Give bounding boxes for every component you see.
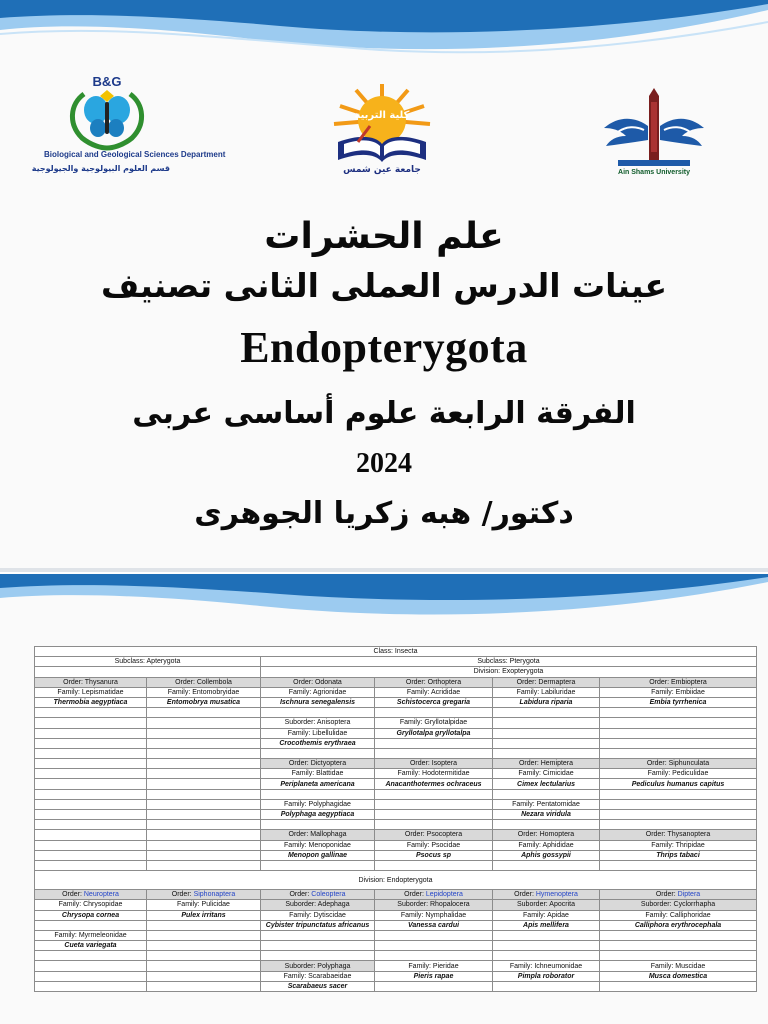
species-cell: Embia tyrrhenica (600, 697, 757, 707)
species-cell: Musca domestica (600, 971, 757, 981)
table-cell (261, 789, 375, 799)
order-cell: Order: Psocoptera (375, 830, 493, 840)
order-cell: Order: Odonata (261, 677, 375, 687)
table-row (35, 930, 757, 940)
table-row (35, 789, 757, 799)
table-cell (375, 981, 493, 991)
table-cell (147, 951, 261, 961)
table-row (35, 910, 757, 920)
order-prefix: Order: (171, 891, 194, 899)
table-cell (261, 941, 375, 951)
division-exopterygota: Division: Exopterygota (261, 667, 757, 677)
table-cell (261, 820, 375, 830)
species-cell: Periplaneta americana (261, 779, 375, 789)
family-cell: Family: Lepismatidae (35, 687, 147, 697)
order-cell-diptera (600, 890, 757, 900)
species-cell: Schistocerca gregaria (375, 697, 493, 707)
university-label: Ain Shams University (618, 169, 690, 176)
table-cell (147, 860, 261, 870)
table-cell (147, 971, 261, 981)
table-row (35, 677, 757, 687)
instructor-name: دكتور/ هبه زكريا الجوهرى (194, 496, 574, 531)
table-cell (493, 748, 600, 758)
bg-department-caption-ar: قسم العلوم البيولوجية والجيولوجية (31, 164, 170, 173)
family-cell: Family: Muscidae (600, 961, 757, 971)
order-cell-coleoptera (261, 890, 375, 900)
suborder-cell: Suborder: Rhopalocera (375, 900, 493, 910)
table-cell (35, 850, 147, 860)
species-cell: Calliphora erythrocephala (600, 920, 757, 930)
order-cell: Order: Collembola (147, 677, 261, 687)
table-cell (35, 738, 147, 748)
sun-open-book-logo-icon (330, 80, 434, 166)
table-cell (600, 789, 757, 799)
family-cell: Family: Scarabaeidae (261, 971, 375, 981)
table-cell (147, 748, 261, 758)
table-row (35, 728, 757, 738)
species-cell: Psocus sp (375, 850, 493, 860)
species-cell: Aphis gossypii (493, 850, 600, 860)
table-cell (35, 799, 147, 809)
table-cell (375, 941, 493, 951)
family-cell: Family: Calliphoridae (600, 910, 757, 920)
table-row (35, 971, 757, 981)
order-prefix: Order: (289, 891, 312, 899)
faculty-banner: كلية التربية (354, 110, 410, 121)
table-cell (375, 810, 493, 820)
table-cell (493, 981, 600, 991)
table-cell (600, 860, 757, 870)
species-cell: Cueta variegata (35, 941, 147, 951)
table-cell (147, 810, 261, 820)
table-row (35, 769, 757, 779)
subclass-pterygota: Subclass: Pterygota (261, 657, 757, 667)
table-cell (600, 820, 757, 830)
table-cell (35, 971, 147, 981)
table-cell (375, 799, 493, 809)
order-name: Lepidoptera (425, 891, 463, 899)
table-cell (600, 951, 757, 961)
family-cell: Family: Libellulidae (261, 728, 375, 738)
table-cell (375, 708, 493, 718)
table-cell (147, 961, 261, 971)
species-cell: Thermobia aegyptiaca (35, 697, 147, 707)
table-row (35, 799, 757, 809)
table-cell (35, 748, 147, 758)
order-name: Diptera (677, 891, 701, 899)
table-row (35, 687, 757, 697)
butterfly-laurel-logo-icon (44, 72, 170, 152)
table-cell (35, 830, 147, 840)
order-cell-hymenoptera (493, 890, 600, 900)
table-cell (147, 708, 261, 718)
species-cell: Menopon gallinae (261, 850, 375, 860)
table-row (35, 657, 757, 667)
subclass-apterygota: Subclass: Apterygota (35, 657, 261, 667)
order-cell: Order: Siphunculata (600, 759, 757, 769)
species-cell: Ischnura senegalensis (261, 697, 375, 707)
division-endopterygota: Division: Endopterygota (35, 871, 757, 890)
table-cell (35, 951, 147, 961)
class-header: Class: Insecta (35, 647, 757, 657)
species-cell: Vanessa cardui (375, 920, 493, 930)
classification-table (34, 646, 757, 992)
table-cell (35, 810, 147, 820)
order-cell: Order: Orthoptera (375, 677, 493, 687)
table-cell (600, 728, 757, 738)
table-row (35, 920, 757, 930)
table-cell (35, 779, 147, 789)
table-cell (493, 789, 600, 799)
table-cell (261, 930, 375, 940)
table-cell (147, 718, 261, 728)
table-cell (147, 799, 261, 809)
table-row (35, 748, 757, 758)
family-cell: Family: Pediculidae (600, 769, 757, 779)
order-name: Coleoptera (311, 891, 346, 899)
year: 2024 (356, 448, 412, 479)
table-cell (35, 759, 147, 769)
suborder-cell: Suborder: Anisoptera (261, 718, 375, 728)
species-cell: Thrips tabaci (600, 850, 757, 860)
species-cell: Nezara viridula (493, 810, 600, 820)
table-cell (600, 718, 757, 728)
table-cell (35, 718, 147, 728)
family-cell: Family: Entomobryidae (147, 687, 261, 697)
table-cell (35, 789, 147, 799)
table-cell (261, 748, 375, 758)
table-cell (493, 951, 600, 961)
family-cell: Family: Thripidae (600, 840, 757, 850)
order-cell-neuroptera (35, 890, 147, 900)
family-cell: Family: Myrmeleonidae (35, 930, 147, 940)
table-row (35, 860, 757, 870)
family-cell: Family: Nymphalidae (375, 910, 493, 920)
suborder-cell: Suborder: Apocrita (493, 900, 600, 910)
table-cell (375, 930, 493, 940)
family-cell: Family: Blattidae (261, 769, 375, 779)
family-cell: Family: Psocidae (375, 840, 493, 850)
table-cell (147, 779, 261, 789)
table-cell (600, 799, 757, 809)
table-cell (600, 930, 757, 940)
table-cell (600, 748, 757, 758)
table-cell (147, 920, 261, 930)
order-cell: Order: Isoptera (375, 759, 493, 769)
table-row (35, 647, 757, 657)
bg-department-logo (31, 72, 226, 184)
species-cell: Pieris rapae (375, 971, 493, 981)
table-cell (375, 789, 493, 799)
family-cell: Family: Polyphagidae (261, 799, 375, 809)
species-cell: Gryllotalpa gryllotalpa (375, 728, 493, 738)
order-name: Hymenoptera (535, 891, 578, 899)
table-cell (147, 830, 261, 840)
order-cell-siphonaptera (147, 890, 261, 900)
table-cell (35, 820, 147, 830)
family-cell: Family: Pulicidae (147, 900, 261, 910)
table-row (35, 981, 757, 991)
order-prefix: Order: (404, 891, 426, 899)
order-cell: Order: Dictyoptera (261, 759, 375, 769)
order-cell: Order: Dermaptera (493, 677, 600, 687)
faculty-logo (330, 80, 434, 180)
species-cell: Entomobrya musatica (147, 697, 261, 707)
table-row (35, 718, 757, 728)
table-row (35, 830, 757, 840)
suborder-cell: Suborder: Polyphaga (261, 961, 375, 971)
table-cell (35, 860, 147, 870)
table-row (35, 941, 757, 951)
table-cell (35, 728, 147, 738)
table-cell (493, 930, 600, 940)
university-logo (598, 86, 710, 182)
table-cell (147, 759, 261, 769)
order-cell: Order: Mallophaga (261, 830, 375, 840)
table-cell (493, 820, 600, 830)
species-cell: Crocothemis erythraea (261, 738, 375, 748)
page-title-arabic: علم الحشرات (264, 216, 504, 257)
bg-department-caption-en: Biological and Geological Sciences Department (44, 150, 226, 159)
species-cell: Chrysopa cornea (35, 910, 147, 920)
table-row (35, 850, 757, 860)
order-cell: Order: Homoptera (493, 830, 600, 840)
table-row (35, 871, 757, 890)
table-row (35, 890, 757, 900)
family-cell: Family: Pieridae (375, 961, 493, 971)
table-cell (600, 981, 757, 991)
family-cell: Family: Pentatomidae (493, 799, 600, 809)
academic-level: الفرقة الرابعة علوم أساسى عربى (132, 396, 636, 431)
table-cell (600, 810, 757, 820)
table-cell (147, 930, 261, 940)
order-name: Neuroptera (83, 891, 119, 899)
table-cell (35, 769, 147, 779)
table-cell (35, 920, 147, 930)
species-cell: Pimpla roborator (493, 971, 600, 981)
suborder-cell: Suborder: Cyclorrhapha (600, 900, 757, 910)
table-row (35, 961, 757, 971)
family-cell: Family: Apidae (493, 910, 600, 920)
family-cell: Family: Labiluridae (493, 687, 600, 697)
table-row (35, 667, 757, 677)
species-cell: Pediculus humanus capitus (600, 779, 757, 789)
table-row (35, 820, 757, 830)
svg-text:B&G: B&G (92, 74, 122, 89)
table-cell (147, 728, 261, 738)
order-prefix: Order: (655, 891, 678, 899)
order-name: Siphonaptera (193, 891, 236, 899)
species-cell: Labidura riparia (493, 697, 600, 707)
table-row (35, 779, 757, 789)
table-cell (375, 748, 493, 758)
table-cell (375, 738, 493, 748)
table-cell (493, 728, 600, 738)
subtitle-arabic: عينات الدرس العملى الثانى تصنيف (100, 266, 668, 305)
table-cell (147, 850, 261, 860)
table-cell (147, 840, 261, 850)
table-row (35, 759, 757, 769)
family-cell: Family: Ichneumonidae (493, 961, 600, 971)
table-cell (261, 860, 375, 870)
order-cell: Order: Hemiptera (493, 759, 600, 769)
faculty-label: جامعة عين شمس (343, 165, 421, 175)
table-cell (375, 860, 493, 870)
table-cell (600, 941, 757, 951)
suborder-cell: Suborder: Adephaga (261, 900, 375, 910)
table-cell (493, 860, 600, 870)
order-cell: Order: Embioptera (600, 677, 757, 687)
species-cell: Scarabaeus sacer (261, 981, 375, 991)
top-wave-decoration-2 (0, 574, 768, 644)
family-cell: Family: Embiidae (600, 687, 757, 697)
species-cell: Polyphaga aegyptiaca (261, 810, 375, 820)
table-cell (493, 718, 600, 728)
table-cell (35, 840, 147, 850)
table-row (35, 900, 757, 910)
table-cell (147, 941, 261, 951)
table-cell (35, 708, 147, 718)
table-cell (147, 820, 261, 830)
table-cell (147, 769, 261, 779)
family-cell: Family: Acrididae (375, 687, 493, 697)
table-cell (375, 820, 493, 830)
table-cell (493, 941, 600, 951)
species-cell: Pulex irritans (147, 910, 261, 920)
table-cell (375, 951, 493, 961)
table-cell (600, 738, 757, 748)
table-cell (261, 951, 375, 961)
table-cell (600, 708, 757, 718)
ain-shams-eagles-obelisk-logo-icon (598, 86, 710, 168)
table-cell (147, 789, 261, 799)
table-row (35, 708, 757, 718)
family-cell: Family: Chrysopidae (35, 900, 147, 910)
table-cell (35, 981, 147, 991)
species-cell: Apis mellifera (493, 920, 600, 930)
family-cell: Family: Hodotermitidae (375, 769, 493, 779)
order-cell: Order: Thysanura (35, 677, 147, 687)
order-prefix: Order: (62, 891, 84, 899)
title-endopterygota: Endopterygota (240, 323, 528, 372)
species-cell: Cybister tripunctatus africanus (261, 920, 375, 930)
table-row (35, 738, 757, 748)
table-cell (35, 961, 147, 971)
species-cell: Cimex lectularius (493, 779, 600, 789)
table-cell (147, 738, 261, 748)
order-cell: Order: Thysanoptera (600, 830, 757, 840)
family-cell: Family: Dytiscidae (261, 910, 375, 920)
table-row (35, 840, 757, 850)
table-cell (35, 667, 261, 677)
order-cell-lepidoptera (375, 890, 493, 900)
family-cell: Family: Gryllotalpidae (375, 718, 493, 728)
table-cell (147, 981, 261, 991)
table-row (35, 810, 757, 820)
family-cell: Family: Menoponidae (261, 840, 375, 850)
family-cell: Family: Cimicidae (493, 769, 600, 779)
table-cell (493, 738, 600, 748)
table-cell (493, 708, 600, 718)
family-cell: Family: Aphididae (493, 840, 600, 850)
table-row (35, 951, 757, 961)
family-cell: Family: Agrionidae (261, 687, 375, 697)
order-prefix: Order: (514, 891, 536, 899)
slide-divider (0, 568, 768, 572)
table-row (35, 697, 757, 707)
species-cell: Anacanthotermes ochraceus (375, 779, 493, 789)
table-cell (261, 708, 375, 718)
